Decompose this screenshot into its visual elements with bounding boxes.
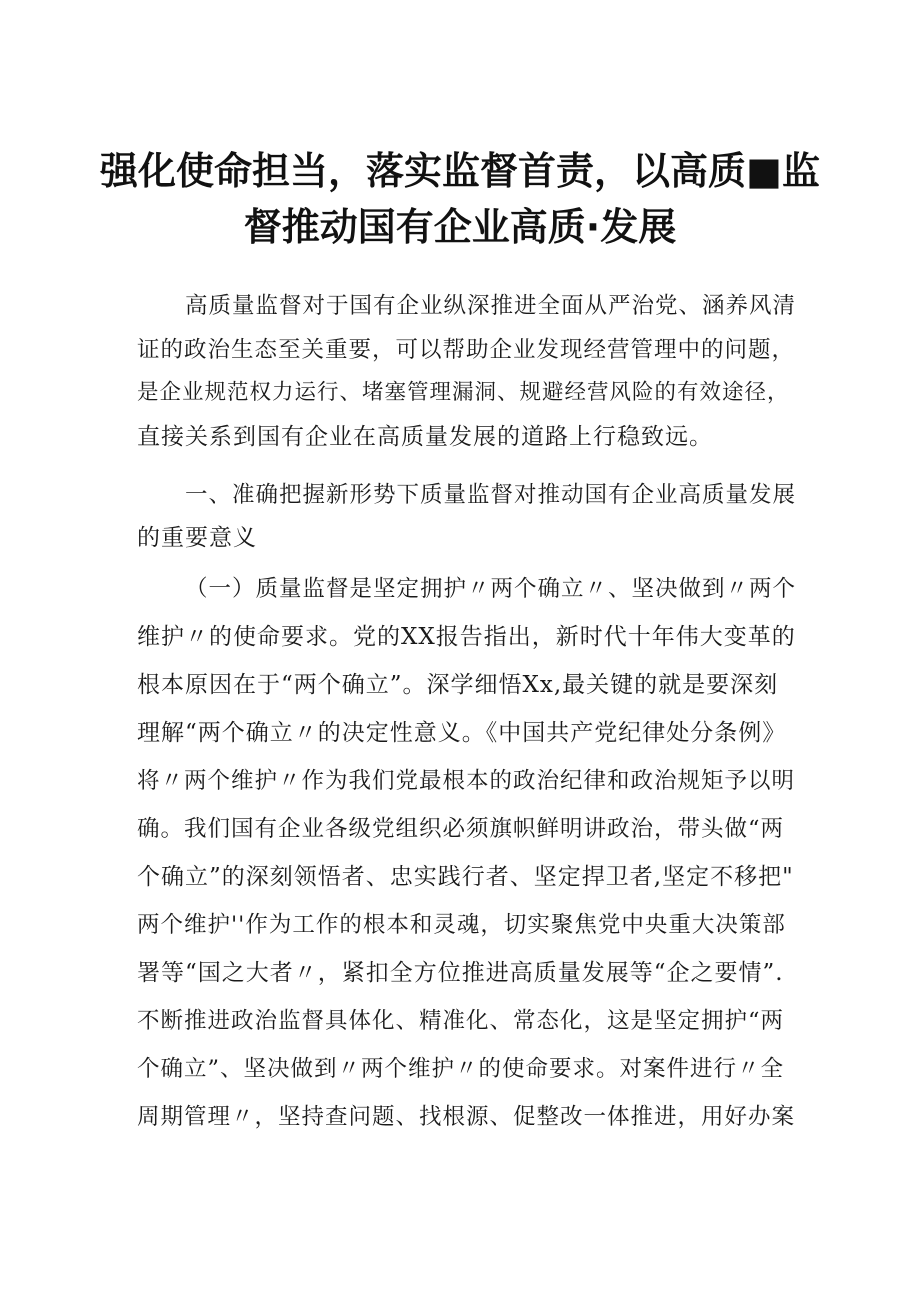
document-title-line-1: 强化使命担当，落实监督首责，以高质■监	[100, 149, 820, 193]
paragraph-1-line-3: 是企业规范权力运行、堵塞管理漏洞、规避经营风险的有效途径，	[137, 380, 790, 405]
paragraph-1-line-1: 高质量监督对于国有企业纵深推进全面从严治党、涵养风清	[185, 293, 797, 319]
paragraph-2-line-4: 理解“两个确立〃的决定性意义。《中国共产党纪律处分条例》	[137, 720, 787, 746]
section-heading-line-1: 一、准确把握新形势下质量监督对推动国有企业高质量发展	[185, 482, 797, 508]
paragraph-2-line-8: 两个维护''作为工作的根本和灵魂，切实聚焦党中央重大决策部	[137, 912, 786, 938]
paragraph-2-line-9: 署等“国之大者〃，紧扣全方位推进高质量发展等“企之要情”.	[137, 960, 784, 986]
paragraph-2-line-5: 将〃两个维护〃作为我们党最根本的政治纪律和政治规矩予以明	[137, 768, 796, 794]
paragraph-2-line-2: 维护〃的使命要求。党的XX报告指出，新时代十年伟大变革的	[137, 624, 796, 650]
paragraph-2-line-6: 确。我们国有企业各级党组织必须旗帜鲜明讲政治，带头做“两	[137, 816, 785, 842]
paragraph-2-line-10: 不断推进政治监督具体化、精准化、常态化，这是坚定拥护“两	[137, 1008, 785, 1034]
paragraph-2-line-11: 个确立”、坚决做到〃两个维护〃的使命要求。对案件进行〃全	[137, 1056, 785, 1082]
paragraph-2-line-7: 个确立”的深刻领悟者、忠实践行者、坚定捍卫者,坚定不移把"	[137, 864, 794, 890]
paragraph-1-line-4: 直接关系到国有企业在高质量发展的道路上行稳致远。	[137, 424, 713, 450]
paragraph-2-line-1: （一）质量监督是坚定拥护〃两个确立〃、坚决做到〃两个	[185, 576, 797, 602]
document-title-line-2: 督推动国有企业高质·发展	[243, 205, 677, 249]
paragraph-2-line-3: 根本原因在于“两个确立”。深学细悟Xx,最关键的就是要深刻	[137, 672, 779, 698]
paragraph-1-line-2: 证的政治生态至关重要，可以帮助企业发现经营管理中的问题，	[137, 337, 796, 363]
section-heading-line-2: 的重要意义	[137, 525, 257, 551]
paragraph-2-line-12: 周期管理〃，坚持查问题、找根源、促整改一体推进，用好办案	[137, 1104, 796, 1130]
